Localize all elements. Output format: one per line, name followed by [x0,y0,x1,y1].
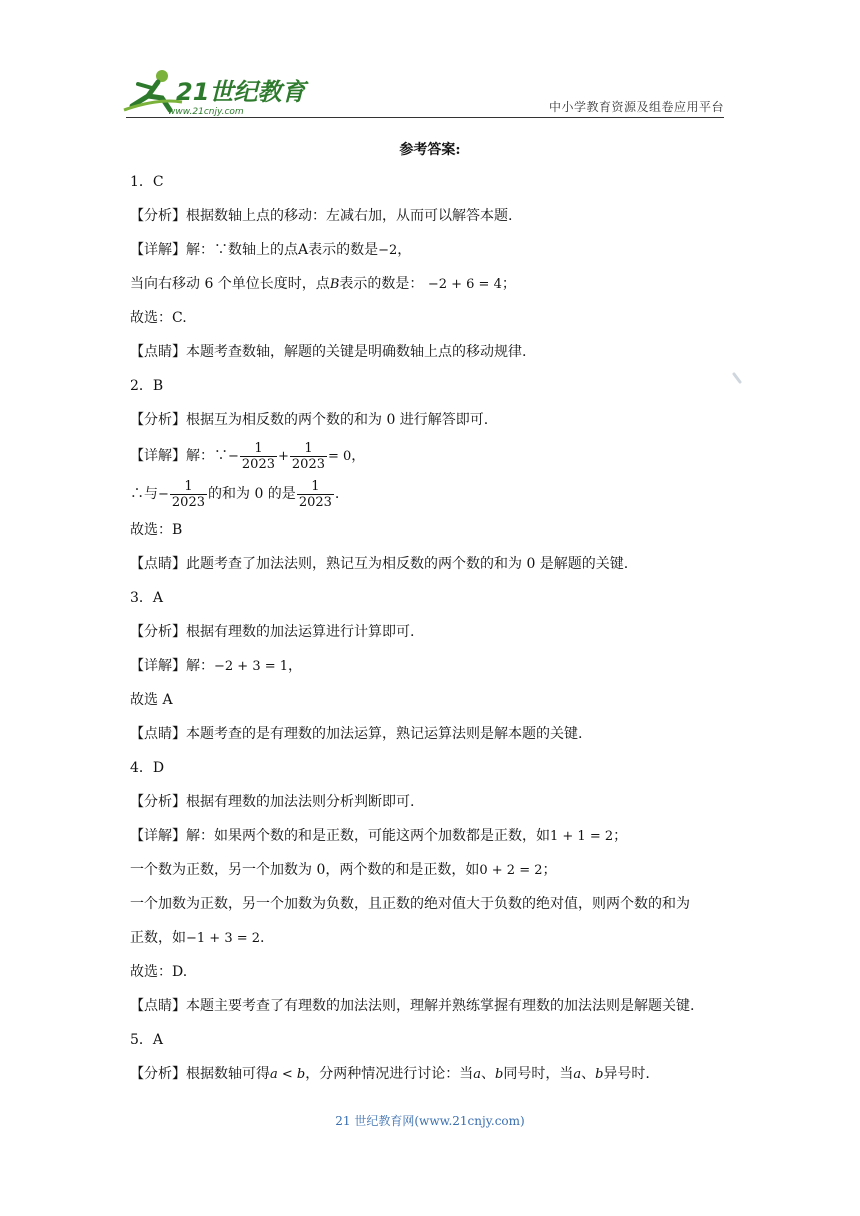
q4-detail-2 [130,853,730,887]
math-expression: 0 + 2 = 2 [479,863,543,878]
detail-text: 当向右移动 6 个单位长度时，点 [130,276,330,292]
comment-text: 本题考查数轴，解题的关键是明确数轴上点的移动规律. [186,344,527,360]
comment-text: 本题考查的是有理数的加法运算，熟记运算法则是解本题的关键. [186,726,583,742]
analysis-tag: 【分析】 [130,412,186,428]
analysis-tag: 【分析】 [130,624,186,640]
comment-tag: 【点睛】 [130,726,186,742]
detail-text: 解： [186,658,214,674]
q1-detail-2 [130,267,730,301]
q4-answer: 4．D [130,760,165,776]
q1-choice: 故选：C. [130,310,187,326]
fraction [240,441,277,472]
math-expression: −2 + 6 = 4 [427,277,502,292]
variable: b [495,1067,504,1082]
logo-url: www.21cnjy.com [168,107,244,117]
q4-choice: 故选：D. [130,964,188,980]
minus-sign: − [228,449,239,464]
q2-therefore [130,475,730,513]
q3-comment [130,717,730,751]
numerator: 1 [240,441,277,457]
analysis-text: 同号时，当 [503,1066,574,1082]
detail-text: 正数，如 [130,930,186,946]
fraction [290,441,327,472]
punct: ， [397,242,412,258]
detail-text: 一个数为正数，另一个加数为 0，两个数的和是正数，如 [130,862,480,878]
q1-analysis [130,199,730,233]
analysis-text: 异号时. [603,1066,650,1082]
q4-analysis [130,785,730,819]
detail-tag: 【详解】 [130,242,186,258]
analysis-tag: 【分析】 [130,794,186,810]
math-expression: −2 + 3 = 1 [214,659,289,674]
q5-answer: 5．A [130,1032,164,1048]
minus-sign: − [158,487,169,502]
math-expression: −1 + 3 = 2 [186,931,261,946]
math-expression: 1 + 1 = 2 [550,829,614,844]
q1-comment [130,335,730,369]
analysis-text: ，分两种情况进行讨论：当 [305,1066,474,1082]
denominator: 2023 [291,456,325,472]
q2-choice: 故选：B [130,522,183,538]
punct: . [260,930,265,946]
therefore-text: ∴与 [130,486,158,502]
therefore-text: 的和为 0 的是 [208,486,296,502]
math-expression: a < b [270,1067,306,1082]
analysis-text: 根据互为相反数的两个数的和为 0 进行解答即可. [186,412,489,428]
detail-text: 解：∵数轴上的点A表示的数是 [186,242,379,258]
comment-tag: 【点睛】 [130,556,186,572]
variable: B [329,277,340,292]
numerator: 1 [290,441,327,457]
q3-analysis [130,615,730,649]
detail-tag: 【详解】 [130,828,186,844]
punct: 、 [481,1066,495,1082]
analysis-text: 根据数轴可得 [186,1066,270,1082]
denominator: 2023 [241,456,275,472]
q2-answer: 2．B [130,378,164,394]
logo-text: 21世纪教育 [176,78,306,106]
punct: ； [501,276,516,292]
header-divider [126,117,724,118]
q2-detail [130,437,730,475]
comment-tag: 【点睛】 [130,344,186,360]
page-header [0,0,860,120]
punct: ； [542,862,557,878]
q1-detail [130,233,730,267]
comment-text: 本题主要考查了有理数的加法法则，理解并熟练掌握有理数的加法法则是解题关键. [186,998,695,1014]
punct: ， [288,658,303,674]
numerator: 1 [170,479,207,495]
math-expression: −2 [378,243,398,258]
page-footer[interactable]: 21 世纪教育网(www.21cnjy.com) [335,1114,525,1128]
equals-zero: = 0 [328,449,352,464]
q5-analysis [130,1057,730,1091]
page-title: 参考答案: [399,142,461,158]
runner-icon [124,70,182,110]
denominator: 2023 [298,494,332,510]
detail-text: 解：∵ [186,448,228,464]
comment-text: 此题考查了加法法则，熟记互为相反数的两个数的和为 0 是解题的关键. [186,556,629,572]
fraction [170,479,207,510]
analysis-tag: 【分析】 [130,1066,186,1082]
numerator: 1 [297,479,334,495]
denominator: 2023 [171,494,205,510]
q3-detail [130,649,730,683]
punct: ； [613,828,628,844]
detail-text: 解：如果两个数的和是正数，可能这两个加数都是正数，如 [186,828,550,844]
analysis-text: 根据有理数的加法运算进行计算即可. [186,624,415,640]
punct: . [334,486,340,502]
platform-name: 中小学教育资源及组卷应用平台 [548,100,724,114]
punct: ， [351,448,366,464]
q4-comment [130,989,730,1023]
detail-tag: 【详解】 [130,658,186,674]
detail-text: 表示的数是： [339,276,424,292]
q4-detail-3: 一个加数为正数，另一个加数为负数，且正数的绝对值大于负数的绝对值，则两个数的和为 [130,896,690,912]
q2-analysis [130,403,730,437]
q3-choice: 故选 A [130,692,173,708]
plus-sign: + [278,449,289,464]
comment-tag: 【点睛】 [130,998,186,1014]
q4-detail-4 [130,921,730,955]
logo [118,62,318,118]
punct: 、 [581,1066,596,1082]
analysis-tag: 【分析】 [130,208,186,224]
variable: b [595,1067,604,1082]
variable: a [573,1067,582,1082]
analysis-text: 根据有理数的加法法则分析判断即可. [186,794,415,810]
analysis-text: 根据数轴上点的移动：左减右加，从而可以解答本题. [186,208,513,224]
q2-comment [130,547,730,581]
q1-answer: 1．C [130,174,164,190]
fraction [297,479,334,510]
answer-content [130,130,730,1091]
detail-tag: 【详解】 [130,448,186,464]
scan-mark-icon [732,372,742,386]
q3-answer: 3．A [130,590,164,606]
q4-detail [130,819,730,853]
variable: a [473,1067,481,1082]
